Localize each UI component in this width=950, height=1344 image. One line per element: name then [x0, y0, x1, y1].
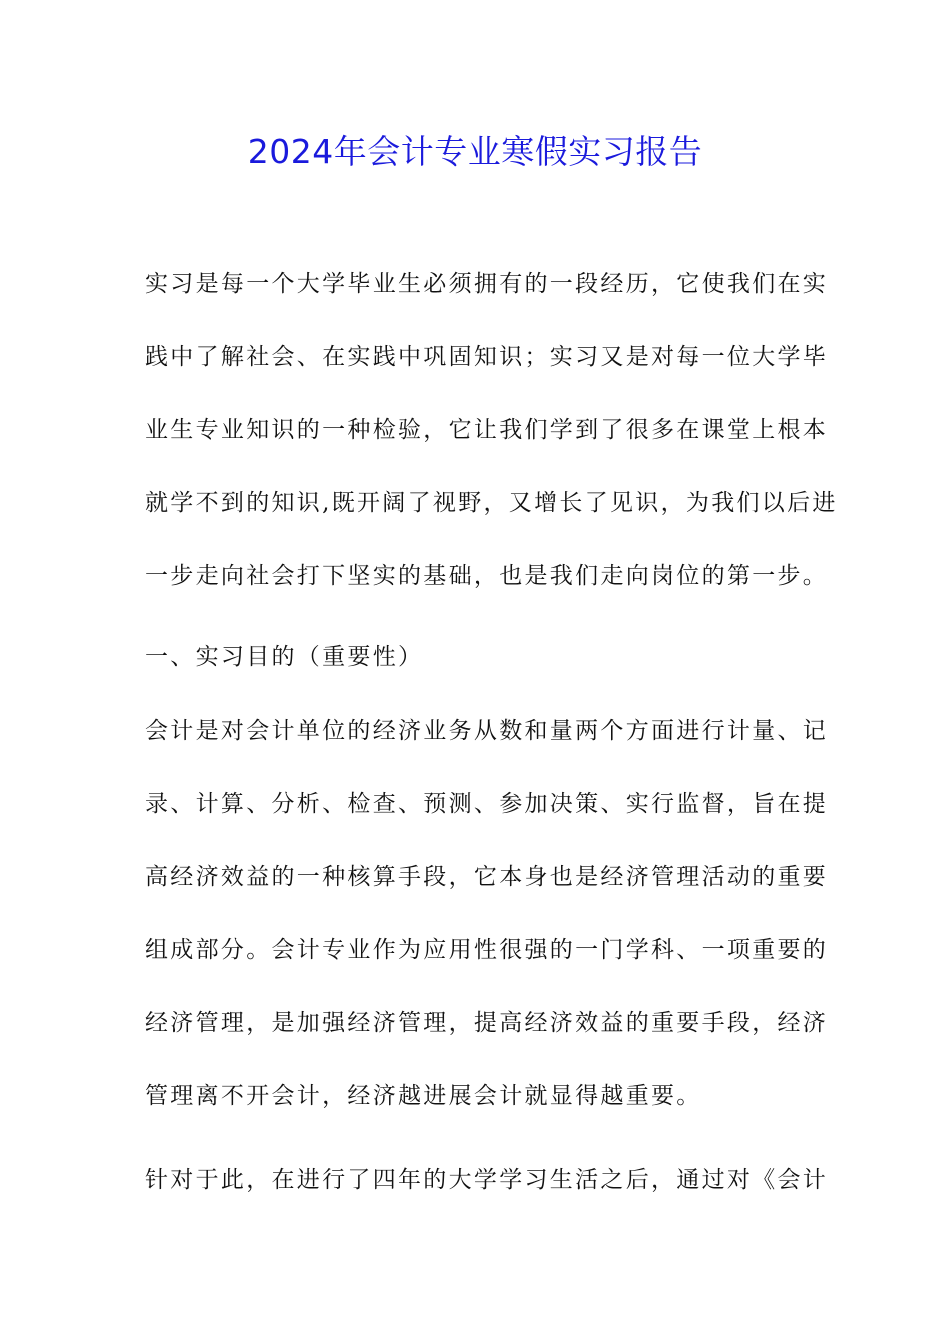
paragraph-line: 实习是每一个大学毕业生必须拥有的一段经历，它使我们在实 [145, 271, 829, 297]
paragraph-line: 就学不到的知识,既开阔了视野，又增长了见识，为我们以后进 [145, 490, 838, 516]
section-heading-text: 一、实习目的（重要性） [145, 644, 424, 670]
paragraph-line: 高经济效益的一种核算手段，它本身也是经济管理活动的重要 [145, 864, 829, 890]
paragraph-line: 管理离不开会计，经济越进展会计就显得越重要。 [145, 1083, 702, 1109]
paragraph-line: 一步走向社会打下坚实的基础，也是我们走向岗位的第一步。 [145, 563, 829, 589]
intro-paragraph [145, 248, 838, 613]
document-title: 2024年会计专业寒假实习报告 [247, 132, 703, 171]
paragraph-line: 业生专业知识的一种检验，它让我们学到了很多在课堂上根本 [145, 417, 829, 443]
paragraph-line: 会计是对会计单位的经济业务从数和量两个方面进行计量、记 [145, 718, 829, 744]
paragraph-line: 践中了解社会、在实践中巩固知识；实习又是对每一位大学毕 [145, 344, 829, 370]
continuation-paragraph [145, 1144, 829, 1217]
paragraph-line: 录、计算、分析、检查、预测、参加决策、实行监督，旨在提 [145, 791, 829, 817]
purpose-paragraph [145, 695, 829, 1133]
paragraph-line: 组成部分。会计专业作为应用性很强的一门学科、一项重要的 [145, 937, 829, 963]
section-heading [145, 621, 810, 694]
paragraph-line: 针对于此，在进行了四年的大学学习生活之后，通过对《会计 [145, 1167, 829, 1193]
paragraph-line: 经济管理，是加强经济管理，提高经济效益的重要手段，经济 [145, 1010, 829, 1036]
